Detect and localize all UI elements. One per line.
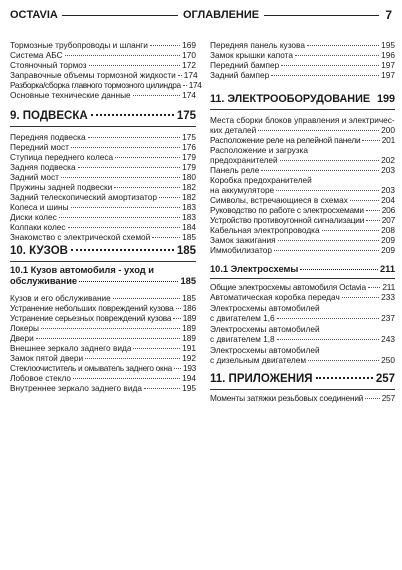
toc-entry[interactable]: Заправочные объемы тормозной жидкости 174 — [10, 70, 198, 80]
toc-entry[interactable]: ких деталей 200 — [210, 125, 395, 135]
toc-entry[interactable]: Расположение реле на релейной панели 201 — [210, 135, 395, 145]
toc-entry[interactable]: Задний бампер 197 — [210, 70, 395, 80]
subsection-heading-wiring[interactable]: 10.1 Электросхемы 211 — [210, 264, 395, 274]
toc-entry[interactable]: с двигателем 1,8 243 — [210, 334, 395, 344]
toc-entry[interactable]: Разборка/сборка главного тормозного цилиндра 174 — [10, 80, 202, 90]
toc-entry[interactable]: Передняя панель кузова 195 — [210, 40, 395, 50]
toc-entry[interactable]: Передняя подвеска 175 — [10, 132, 196, 142]
toc-entry-line1[interactable]: Коробка предохранителей — [210, 175, 312, 185]
toc-entry[interactable]: Устройство противоугонной сигнализации 207 — [210, 215, 395, 225]
section-heading-suspension[interactable]: 9. ПОДВЕСКА 175 — [10, 110, 196, 122]
toc-entry[interactable]: Внешнее зеркало заднего вида 191 — [10, 343, 196, 353]
page-header — [10, 8, 392, 22]
subsection-heading-line2[interactable]: обслуживание 185 — [10, 276, 196, 286]
toc-entry[interactable]: Система АБС 170 — [10, 50, 196, 60]
toc-entry[interactable]: Внутреннее зеркало заднего вида 195 — [10, 383, 196, 393]
toc-entry[interactable]: Двери 189 — [10, 333, 196, 343]
toc-entry[interactable]: Руководство по работе с электросхемами 206 — [210, 205, 395, 215]
toc-entry[interactable]: Передний бампер 197 — [210, 60, 395, 70]
section-heading-appendix[interactable]: 11. ПРИЛОЖЕНИЯ 257 — [210, 373, 395, 385]
toc-entry[interactable]: Устранение небольших повреждений кузова 186 — [10, 303, 196, 313]
toc-entry[interactable]: Ступица переднего колеса 179 — [10, 152, 196, 162]
toc-entry-line1[interactable]: Электросхемы автомобилей — [210, 324, 320, 334]
toc-entry[interactable]: Замок зажигания 209 — [210, 235, 395, 245]
toc-entry[interactable]: с дизельным двигателем 250 — [210, 355, 395, 365]
toc-entry[interactable]: Панель реле 203 — [210, 165, 395, 175]
section-heading-body[interactable]: 10. КУЗОВ 185 — [10, 245, 196, 257]
toc-entry[interactable]: Моменты затяжки резьбовых соединений 257 — [210, 393, 395, 403]
toc-entry-line1[interactable]: Расположение и загрузка — [210, 145, 308, 155]
toc-entry[interactable]: Диски колес 183 — [10, 212, 196, 222]
toc-entry[interactable]: на аккумуляторе 203 — [210, 185, 395, 195]
toc-entry[interactable]: Задняя подвеска 179 — [10, 162, 196, 172]
toc-entry[interactable]: Общие электросхемы автомобиля Octavia 211 — [210, 282, 395, 292]
toc-entry[interactable]: Лобовое стекло 194 — [10, 373, 196, 383]
toc-entry-line1[interactable]: Места сборки блоков управления и электричес- — [210, 115, 395, 125]
header-model: OCTAVIA — [10, 8, 62, 22]
toc-entry[interactable]: Стояночный тормоз 172 — [10, 60, 196, 70]
section-rule — [210, 389, 395, 390]
toc-entry[interactable]: Тормозные трубопроводы и шланги 169 — [10, 40, 196, 50]
toc-entry[interactable]: Символы, встречающиеся в схемах 204 — [210, 195, 395, 205]
header-page-number: 7 — [379, 8, 392, 22]
section-rule — [210, 109, 395, 110]
toc-entry[interactable]: Иммобилизатор 209 — [210, 245, 395, 255]
toc-entry-line1[interactable]: Электросхемы автомобилей — [210, 303, 320, 313]
toc-entry[interactable]: Передний мост 176 — [10, 142, 196, 152]
toc-entry[interactable]: Пружины задней подвески 182 — [10, 182, 196, 192]
section-rule — [10, 126, 196, 127]
toc-entry[interactable]: Знакомство с электрической схемой 185 — [10, 232, 196, 242]
toc-entry[interactable]: Стеклоочиститель и омыватель заднего окна 193 — [10, 363, 196, 373]
toc-entry[interactable]: Локеры 189 — [10, 323, 196, 333]
toc-entry[interactable]: Задний мост 180 — [10, 172, 196, 182]
section-rule — [10, 261, 196, 262]
toc-entry[interactable]: с двигателем 1,6 237 — [210, 313, 395, 323]
toc-entry[interactable]: Колеса и шины 183 — [10, 202, 196, 212]
toc-entry[interactable]: Кабельная электропроводка 208 — [210, 225, 395, 235]
subsection-heading-line1[interactable]: 10.1 Кузов автомобиля - уход и — [10, 265, 154, 275]
toc-entry[interactable]: предохранителей 202 — [210, 155, 395, 165]
toc-entry-line1[interactable]: Электросхемы автомобилей — [210, 345, 320, 355]
toc-entry[interactable]: Кузов и его обслуживание 185 — [10, 293, 196, 303]
toc-entry[interactable]: Замок пятой двери 192 — [10, 353, 196, 363]
toc-entry[interactable]: Задний телескопический амортизатор 182 — [10, 192, 196, 202]
toc-entry[interactable]: Замок крышки капота 196 — [210, 50, 395, 60]
toc-entry[interactable]: Основные технические данные 174 — [10, 90, 196, 100]
section-heading-electrical[interactable]: 11. ЭЛЕКТРООБОРУДОВАНИЕ 199 — [210, 93, 395, 105]
toc-entry[interactable]: Колпаки колес 184 — [10, 222, 196, 232]
section-rule — [210, 278, 395, 279]
toc-entry[interactable]: Устранение серьезных повреждений кузова 189 — [10, 313, 196, 323]
toc-entry[interactable]: Автоматическая коробка передач 233 — [210, 292, 395, 302]
header-title: ОГЛАВЛЕНИЕ — [178, 8, 264, 22]
